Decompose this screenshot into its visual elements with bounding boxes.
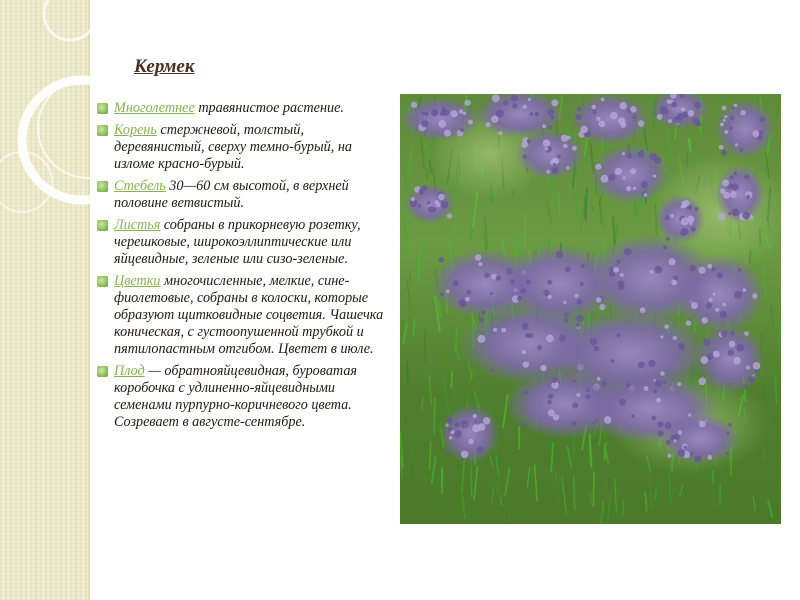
flower-floret [447, 213, 452, 218]
flower-floret [446, 423, 449, 426]
flower-floret [473, 414, 477, 418]
flower-floret [572, 380, 575, 383]
flower-floret [681, 205, 684, 208]
flower-floret [666, 440, 671, 445]
flower-floret [474, 420, 477, 423]
flower-floret [631, 414, 635, 418]
flower-floret [732, 208, 740, 216]
flower-floret [707, 455, 712, 460]
flower-floret [586, 389, 590, 393]
flower-floret [729, 126, 733, 130]
flower-floret [620, 273, 624, 277]
flower-floret [703, 338, 711, 346]
flower-floret [604, 416, 611, 423]
flower-floret [580, 282, 584, 286]
flower-floret [699, 421, 705, 427]
flower-floret [593, 346, 599, 352]
flower-floret [641, 181, 648, 188]
flower-floret [655, 266, 662, 273]
flower-floret [649, 153, 656, 160]
bullet-icon [97, 366, 108, 377]
flower-floret [718, 213, 725, 220]
flower-floret [493, 328, 497, 332]
flower-floret [681, 228, 689, 236]
flower-floret [517, 296, 522, 301]
flower-floret [746, 366, 750, 370]
bullet-icon [97, 125, 108, 136]
flower-floret [563, 144, 568, 149]
flower-floret [548, 394, 553, 399]
flower-floret [597, 377, 601, 381]
flower-floret [691, 302, 698, 309]
flower-floret [705, 302, 712, 309]
flower-floret [610, 112, 618, 120]
flower-floret [752, 293, 758, 299]
flower-floret [719, 145, 724, 150]
flower-floret [713, 351, 720, 358]
flower-floret [498, 131, 502, 135]
flower-floret [591, 105, 596, 110]
flower-floret [722, 179, 729, 186]
flower-floret [440, 111, 445, 116]
flower-floret [425, 112, 429, 116]
flower-floret [632, 115, 636, 119]
flower-floret [468, 439, 473, 444]
flower-floret [665, 216, 670, 221]
flower-floret [653, 174, 656, 177]
flower-floret [671, 102, 677, 108]
paragraph-text: многочисленные, мелкие, сине-фиолетовые, собраны в колоски, которые образуют щитковидные соцветия. Чашечка коническая, с густоопушенной трубкой и пятилопастным отгибом. Цветет в июле. [114, 273, 384, 357]
flower-floret [734, 172, 738, 176]
bullet-icon [97, 103, 108, 114]
flower-floret [671, 280, 677, 286]
flower-floret [668, 119, 672, 123]
flower-floret [729, 175, 733, 179]
flower-floret [644, 193, 648, 197]
flower-floret [720, 122, 724, 126]
kermek-photo [400, 94, 781, 524]
flower-floret [547, 108, 554, 115]
flower-floret [421, 120, 428, 127]
flower-floret [678, 430, 682, 434]
flower-floret [663, 380, 666, 383]
flower-floret [590, 338, 598, 346]
flower-floret [726, 432, 729, 435]
flower-floret [698, 267, 705, 274]
flower-floret [448, 427, 452, 431]
flower-floret [738, 268, 742, 272]
flower-floret [490, 368, 494, 372]
flower-floret [479, 317, 484, 322]
flower-floret [548, 409, 555, 416]
flower-floret [626, 186, 631, 191]
flower-floret [609, 267, 613, 271]
flower-floret [545, 147, 549, 151]
flower-floret [478, 423, 485, 430]
flower-floret [660, 335, 663, 338]
flower-floret [521, 423, 525, 427]
flower-floret [699, 378, 707, 386]
flower-floret [460, 300, 467, 307]
flower-floret [626, 383, 631, 388]
flower-floret [728, 349, 735, 356]
flower-floret [453, 280, 459, 286]
flower-floret [730, 191, 737, 198]
flower-floret [421, 185, 427, 191]
flower-floret [522, 105, 527, 110]
flower-floret [465, 297, 470, 302]
flower-floret [759, 116, 765, 122]
flower-floret [553, 163, 556, 166]
flower-floret [623, 176, 626, 179]
flower-floret [563, 301, 566, 304]
flower-floret [427, 201, 431, 205]
flower-floret [678, 450, 685, 457]
flower-floret [613, 267, 619, 273]
description-text [96, 100, 396, 436]
flower-floret [630, 106, 637, 113]
flower-floret [522, 154, 527, 159]
flower-floret [431, 109, 438, 116]
flower-floret [581, 264, 585, 268]
flower-floret [529, 112, 533, 116]
flower-floret [740, 110, 745, 115]
flower-floret [650, 270, 654, 274]
flower-floret [454, 430, 462, 438]
flower-floret [475, 254, 482, 261]
flower-floret [638, 150, 645, 157]
flower-floret [673, 336, 677, 340]
flower-floret [724, 130, 728, 134]
flower-floret [721, 150, 727, 156]
flower-floret [576, 323, 581, 328]
flower-floret [616, 333, 620, 337]
flower-floret [528, 98, 531, 101]
flower-floret [551, 99, 558, 106]
flower-floret [663, 109, 669, 115]
flower-floret [465, 100, 471, 106]
flower-floret [503, 100, 508, 105]
flower-floret [656, 398, 661, 403]
flower-floret [434, 200, 438, 204]
flower-floret [700, 356, 708, 364]
flower-floret [501, 328, 506, 333]
flower-floret [633, 187, 637, 191]
flower-floret [542, 124, 546, 128]
flower-floret [572, 403, 578, 409]
flower-floret [577, 107, 581, 111]
flower-floret [657, 421, 663, 427]
flower-floret [668, 454, 672, 458]
flower-floret [712, 268, 716, 272]
flower-floret [728, 212, 731, 215]
flower-floret [492, 94, 500, 102]
flower-floret [619, 398, 626, 405]
flower-floret [680, 94, 684, 98]
paragraph-fruit [96, 363, 396, 431]
flower-floret [485, 122, 490, 127]
flower-floret [439, 257, 444, 262]
flower-floret [723, 119, 726, 122]
flower-floret [739, 148, 743, 152]
flower-floret [663, 245, 667, 249]
flower-floret [438, 194, 444, 200]
flower-floret [628, 152, 632, 156]
flower-floret [543, 290, 549, 296]
flower-floret [722, 106, 727, 111]
flower-floret [620, 102, 627, 109]
flower-floret [566, 166, 569, 169]
bullet-icon [97, 181, 108, 192]
flower-floret [522, 323, 529, 330]
flower-floret [638, 361, 645, 368]
flower-floret [620, 122, 626, 128]
flower-floret [743, 384, 748, 389]
flower-floret [571, 421, 576, 426]
flower-floret [728, 423, 732, 427]
flower-floret [713, 293, 716, 296]
flower-floret [592, 110, 596, 114]
flower-floret [455, 422, 460, 427]
flower-floret [525, 333, 530, 338]
flower-floret [744, 331, 749, 336]
flower-floret [715, 308, 719, 312]
flower-floret [653, 389, 657, 393]
flower-floret [524, 390, 528, 394]
flower-floret [552, 167, 559, 174]
flower-floret [732, 183, 739, 190]
flower-floret [523, 361, 529, 367]
flower-floret [461, 450, 469, 458]
flower-floret [677, 382, 681, 386]
flower-floret [511, 95, 518, 102]
flower-floret [694, 102, 701, 109]
flower-floret [752, 130, 759, 137]
flower-floret [743, 288, 747, 292]
flower-floret [720, 188, 726, 194]
flower-floret [753, 362, 761, 370]
flower-floret [463, 111, 467, 115]
flower-floret [596, 297, 601, 302]
flower-floret [724, 115, 727, 118]
flower-floret [730, 116, 734, 120]
bullet-icon [97, 276, 108, 287]
flower-floret [575, 294, 579, 298]
flower-floret [722, 303, 726, 307]
flower-floret [599, 120, 606, 127]
flower-floret [595, 164, 601, 170]
flower-floret [734, 291, 742, 299]
flower-floret [669, 258, 676, 265]
paragraph-flowers [96, 273, 396, 358]
flower-floret [664, 324, 669, 329]
flower-floret [608, 174, 615, 181]
paragraph-text: — обратнояйцевидная, буроватая коробочка с удлиненно-яйцевидными семенами пурпурно-коричневого цвета. Созревает в августе-сентябре. [114, 363, 358, 430]
flower-floret [496, 109, 504, 117]
flower-floret [576, 299, 582, 305]
flower-floret [673, 439, 676, 442]
flower-floret [411, 197, 415, 201]
flower-floret [732, 106, 735, 109]
flower-floret [683, 446, 687, 450]
flower-floret [468, 120, 473, 125]
flower-floret [459, 109, 464, 114]
flower-floret [547, 279, 552, 284]
flower-floret [622, 152, 625, 155]
flower-floret [445, 450, 449, 454]
paragraph-leaves [96, 217, 396, 268]
flower-floret [575, 114, 581, 120]
keyword-link[interactable]: Листья [114, 217, 161, 233]
flower-floret [440, 292, 444, 296]
flower-floret [692, 118, 699, 125]
flower-floret [478, 262, 482, 266]
bullet-icon [97, 220, 108, 231]
flower-floret [561, 135, 568, 142]
paragraph-text: 30—60 см высотой, в верхней половине ветвистый. [114, 178, 349, 211]
flower-floret [540, 365, 546, 371]
flower-floret [411, 102, 417, 108]
paragraph-text: травянистое растение. [194, 100, 344, 116]
flower-floret [670, 214, 674, 218]
flower-floret [665, 422, 672, 429]
flower-floret [688, 110, 695, 117]
flower-floret [551, 377, 557, 383]
flower-floret [520, 288, 526, 294]
flower-floret [617, 280, 624, 287]
flower-floret [729, 341, 735, 347]
flower-floret [461, 420, 469, 428]
flower-floret [525, 279, 530, 284]
flower-floret [451, 110, 458, 117]
flower-floret [678, 343, 685, 350]
flower-floret [726, 452, 729, 455]
flower-floret [644, 386, 649, 391]
flower-floret [758, 136, 762, 140]
keyword-link[interactable]: Цветки [114, 273, 161, 289]
flower-floret [546, 335, 554, 343]
flower-floret [638, 120, 644, 126]
flower-floret [477, 335, 485, 343]
paragraph-text: стержневой, толстый, деревянистый, сверху темно-бурый, на изломе красно-бурый. [114, 122, 352, 172]
flower-floret [707, 264, 712, 269]
flower-floret [418, 204, 421, 207]
paragraph-stem [96, 178, 396, 212]
flower-floret [438, 120, 446, 128]
flower-floret [510, 279, 515, 284]
flower-floret [746, 195, 750, 199]
flower-floret [557, 154, 561, 158]
flower-floret [733, 357, 741, 365]
flower-floret [677, 113, 685, 121]
flower-floret [735, 143, 738, 146]
flower-floret [648, 360, 655, 367]
flower-floret [742, 212, 750, 220]
flower-floret [611, 359, 615, 363]
flower-floret [600, 175, 608, 183]
flower-floret [477, 446, 484, 453]
flower-floret [655, 380, 662, 387]
keyword-link[interactable]: Корень [114, 122, 157, 138]
keyword-link[interactable]: Стебель [114, 178, 166, 194]
flower-floret [446, 289, 450, 293]
flower-floret [547, 400, 552, 405]
flower-floret [481, 310, 486, 315]
flower-floret [701, 317, 707, 323]
slide-title: Кермек [134, 56, 195, 77]
flower-floret [428, 206, 435, 213]
flower-floret [717, 272, 723, 278]
flower-floret [736, 344, 744, 352]
flower-floret [548, 125, 552, 129]
flower-floret [449, 436, 453, 440]
flower-floret [624, 248, 632, 256]
flower-floret [572, 146, 577, 151]
flower-floret [565, 266, 571, 272]
flower-floret [748, 375, 755, 382]
flower-floret [657, 114, 663, 120]
flower-floret [681, 107, 685, 111]
flower-floret [686, 320, 692, 326]
paragraph-lifespan [96, 100, 396, 117]
flower-floret [721, 330, 728, 337]
flower-floret [447, 418, 453, 424]
flower-floret [601, 97, 605, 101]
flower-floret [441, 201, 449, 209]
flower-floret [730, 331, 734, 335]
flower-floret [522, 350, 526, 354]
flower-floret [744, 174, 749, 179]
flower-floret [546, 170, 550, 174]
flower-floret [527, 139, 532, 144]
keyword-link[interactable]: Многолетнее [114, 100, 195, 116]
flower-floret [630, 168, 636, 174]
flower-floret [615, 168, 622, 175]
flower-floret [596, 117, 600, 121]
flower-floret [512, 103, 517, 108]
flower-cluster [440, 404, 500, 464]
flower-floret [444, 130, 451, 137]
flower-floret [466, 290, 471, 295]
flower-floret [537, 345, 542, 350]
flower-floret [681, 217, 689, 225]
keyword-link[interactable]: Плод [114, 363, 145, 379]
flower-floret [556, 251, 563, 258]
flower-floret [543, 139, 550, 146]
flower-floret [483, 417, 490, 424]
flower-floret [651, 415, 656, 420]
flower-floret [720, 311, 727, 318]
flower-floret [550, 115, 555, 120]
flower-floret [683, 200, 690, 207]
flower-floret [616, 260, 620, 264]
flower-floret [490, 292, 493, 295]
flower-floret [484, 272, 490, 278]
flower-floret [581, 126, 588, 133]
flower-floret [689, 265, 696, 272]
flower-floret [694, 455, 701, 462]
paragraph-text: собраны в прикорневую розетку, черешковые, широкоэллиптические или яйцевидные, зеленые или сизо-зеленые. [114, 217, 361, 267]
paragraph-root [96, 122, 396, 173]
flower-floret [535, 112, 540, 117]
flower-floret [709, 298, 713, 302]
flower-floret [576, 393, 580, 397]
flower-floret [691, 227, 696, 232]
flower-floret [460, 128, 464, 132]
flower-floret [564, 318, 568, 322]
flower-floret [694, 207, 698, 211]
